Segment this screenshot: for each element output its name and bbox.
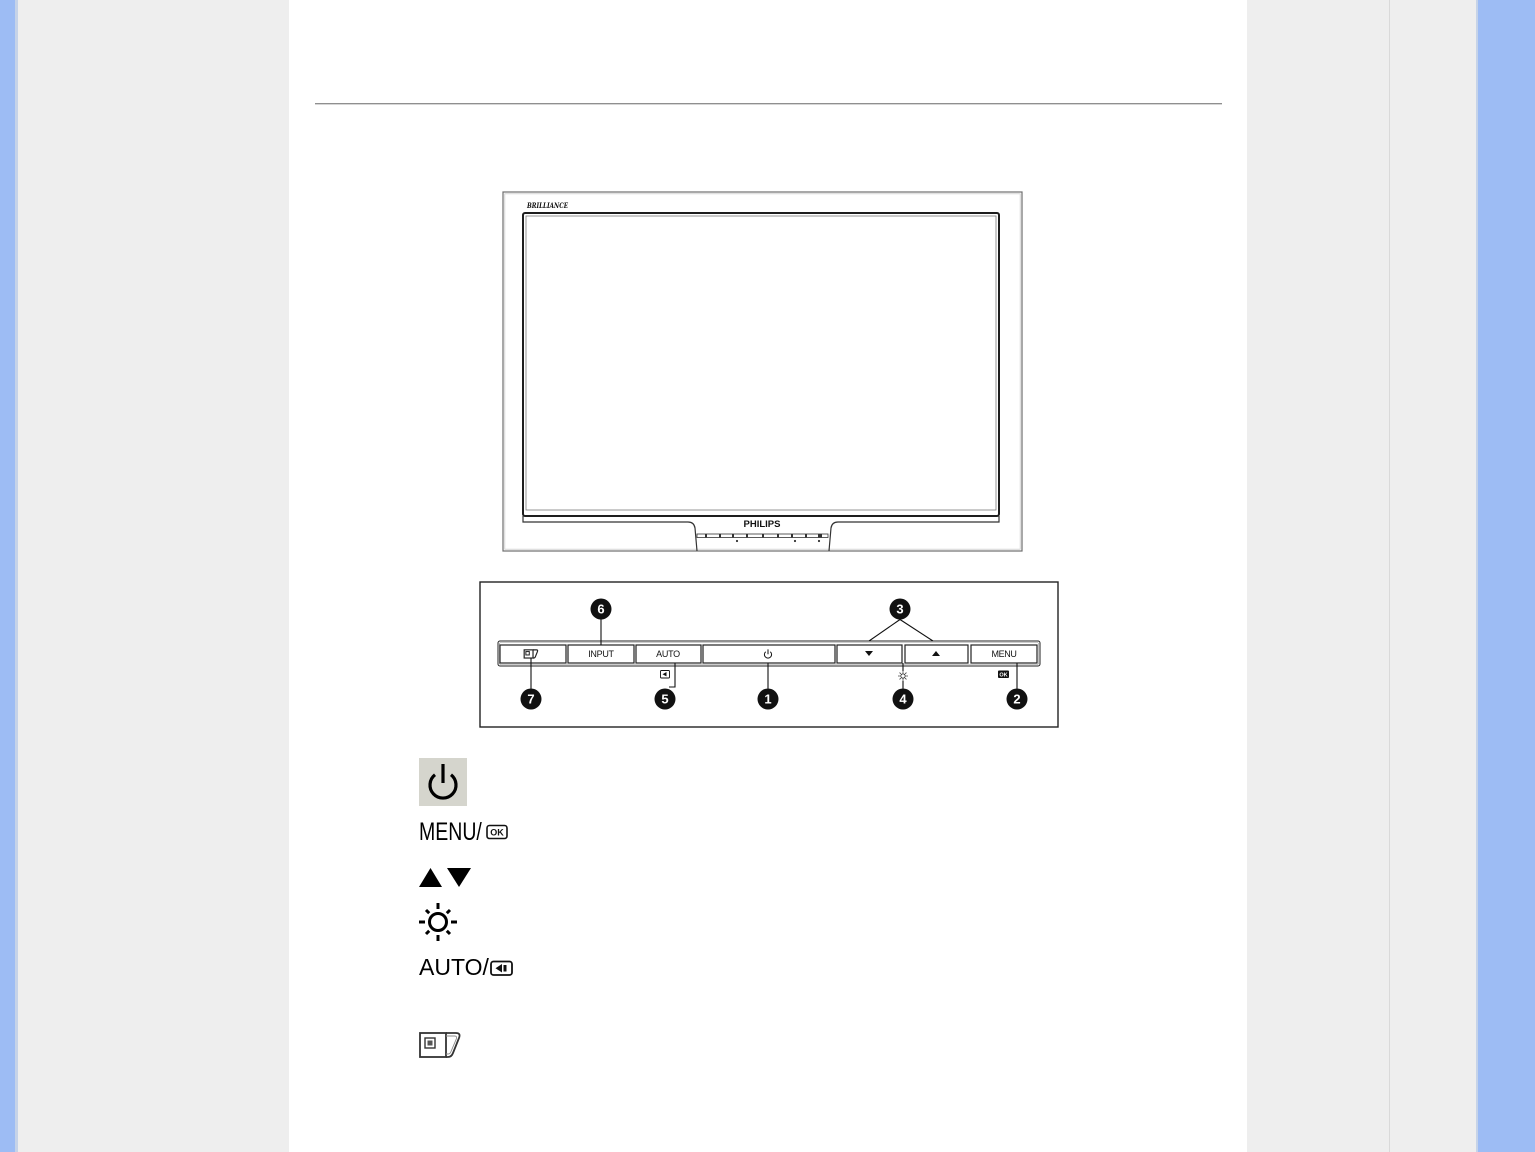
back-icon	[661, 671, 670, 679]
auto-button	[636, 645, 701, 663]
window-frame-left-edge	[15, 0, 18, 1152]
horizontal-rule	[315, 103, 1222, 105]
down-arrow-icon	[447, 868, 471, 887]
smartimage-icon	[418, 1029, 462, 1061]
input-button	[568, 645, 634, 663]
callout-brightness	[893, 689, 914, 710]
input-button-label: INPUT	[588, 649, 614, 659]
power-icon	[419, 758, 467, 806]
menu-button	[971, 645, 1037, 663]
monitor-front-diagram	[500, 189, 1026, 555]
monitor-indicator-dot	[736, 540, 738, 542]
monitor-indicator-dot	[794, 540, 796, 542]
monitor-series-label: BRILLIANCE	[526, 201, 569, 210]
monitor-lip-left	[523, 516, 697, 551]
svg-text:3: 3	[896, 601, 904, 617]
monitor-screen-inner-edge	[526, 216, 996, 510]
legend-menu-label: MENU/	[419, 818, 482, 846]
menu-button-label: MENU	[991, 649, 1017, 659]
power-button	[703, 645, 835, 663]
ok-badge-icon	[486, 824, 509, 840]
control-panel-diagram	[478, 580, 1060, 730]
callout-auto	[655, 689, 676, 710]
up-arrow-icon	[419, 868, 442, 887]
monitor-brand-logo: PHILIPS	[743, 519, 781, 529]
monitor-indicator-dot	[818, 540, 820, 542]
up-button	[905, 645, 968, 663]
auto-button-label: AUTO	[656, 649, 680, 659]
window-frame-right	[1478, 0, 1535, 1152]
back-icon	[490, 960, 514, 977]
callout-input	[591, 599, 612, 620]
svg-text:6: 6	[597, 601, 605, 617]
brightness-icon	[898, 671, 908, 681]
document-page	[289, 0, 1247, 1152]
smartimage-button	[500, 645, 566, 663]
svg-text:1: 1	[764, 691, 772, 707]
leader-line-arrows-down	[869, 620, 900, 642]
up-down-arrows-icon	[419, 867, 473, 889]
down-button	[837, 645, 902, 663]
callout-power	[758, 689, 779, 710]
svg-text:5: 5	[661, 691, 669, 707]
callout-smartimage	[521, 689, 542, 710]
ok-badge-icon	[998, 671, 1009, 679]
monitor-bezel-inner-outline	[505, 194, 1020, 549]
window-frame-left	[0, 0, 15, 1152]
leader-line-arrows-up	[900, 620, 933, 642]
monitor-screen	[523, 213, 999, 516]
ok-badge-label: OK	[999, 672, 1008, 679]
legend-power-tile	[419, 758, 467, 806]
pane-divider	[1389, 0, 1390, 1152]
svg-text:2: 2	[1013, 691, 1021, 707]
callout-arrows	[890, 599, 911, 620]
svg-text:4: 4	[899, 691, 907, 707]
monitor-control-strip	[697, 534, 828, 542]
monitor-lip-right	[829, 516, 999, 551]
svg-text:7: 7	[527, 691, 535, 707]
legend-ok-badge-label: OK	[490, 827, 504, 838]
brightness-icon	[417, 901, 461, 945]
legend-auto-label: AUTO/	[419, 954, 489, 980]
callout-menu	[1007, 689, 1028, 710]
monitor-bezel-outline	[503, 192, 1022, 551]
